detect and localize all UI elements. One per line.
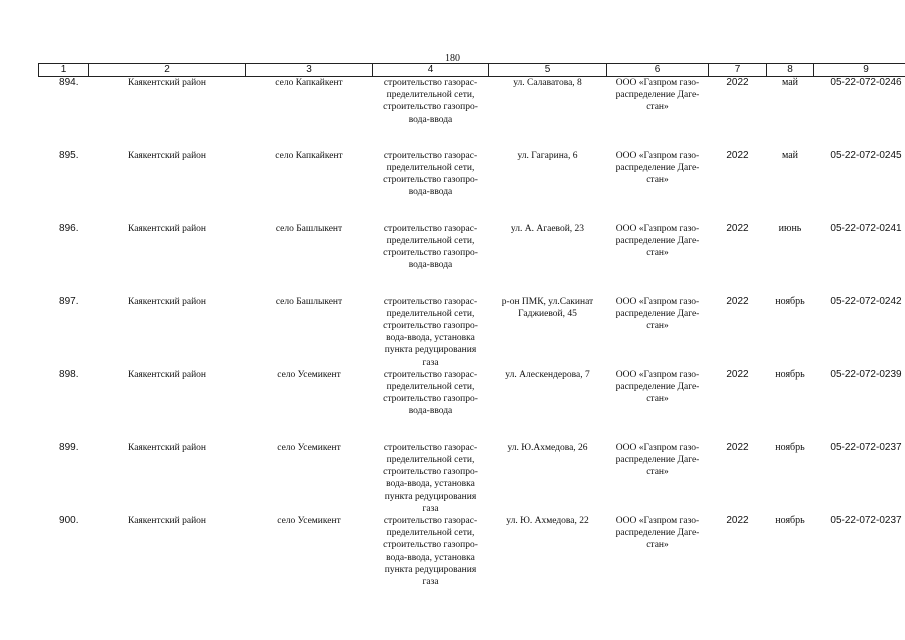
code-cell: 05-22-072-0241: [830, 222, 902, 234]
work-cell: строительство газорас- пределительной сети, строительство газопро- вода-ввода, установка пункта редуцирования газа: [383, 442, 478, 514]
organization-cell: ООО «Газпром газо- распределение Даге- стан»: [615, 369, 700, 405]
page-number: 180: [445, 53, 460, 64]
row-number: 895.: [59, 149, 79, 161]
month-cell: май: [781, 77, 799, 88]
organization-cell: ООО «Газпром газо- распределение Даге- стан»: [615, 223, 700, 258]
month-cell: ноябрь: [775, 514, 805, 526]
work-cell: строительство газорас- пределительной сети, строительство газопро- вода-ввода: [383, 223, 478, 271]
column-header: 4: [373, 64, 489, 77]
row-number: 896.: [59, 222, 79, 234]
settlement-cell: село Усемикент: [277, 515, 341, 526]
month-cell: ноябрь: [775, 295, 805, 307]
year-cell: 2022: [726, 441, 749, 453]
district-cell: Каякентский район: [127, 223, 206, 234]
address-cell: ул. Гагарина, 6: [517, 150, 578, 161]
work-cell: строительство газорас- пределительной сети, строительство газопро- вода-ввода: [383, 369, 478, 417]
code-cell: 05-22-072-0242: [830, 295, 902, 307]
code-cell: 05-22-072-0237: [830, 441, 902, 453]
month-cell: ноябрь: [775, 441, 805, 453]
address-cell: ул. Ю.Ахмедова, 26: [507, 442, 588, 453]
column-number-row: [39, 64, 905, 77]
month-cell: май: [781, 149, 799, 161]
table-row: [39, 223, 905, 296]
year-cell: 2022: [726, 514, 749, 526]
address-cell: ул. Алескендерова, 7: [505, 369, 590, 380]
column-header: 1: [39, 64, 89, 77]
organization-cell: ООО «Газпром газо- распределение Даге- стан»: [615, 296, 700, 331]
settlement-cell: село Капкайкент: [275, 150, 343, 161]
code-cell: 05-22-072-0245: [830, 149, 902, 161]
year-cell: 2022: [726, 77, 749, 88]
district-cell: Каякентский район: [127, 78, 206, 88]
table-row: [39, 369, 905, 442]
year-cell: 2022: [726, 149, 749, 161]
row-number: 894.: [59, 77, 79, 88]
organization-cell: ООО «Газпром газо- распределение Даге- стан»: [615, 150, 700, 185]
settlement-cell: село Капкайкент: [275, 78, 343, 88]
work-cell: строительство газорас- пределительной сети, строительство газопро- вода-ввода, установка пункта редуцирования газа: [383, 296, 478, 368]
table-row: [39, 442, 905, 515]
column-header: 8: [767, 64, 814, 77]
settlement-cell: село Башлыкент: [275, 223, 343, 234]
code-cell: 05-22-072-0246: [830, 77, 902, 88]
work-cell: строительство газорас- пределительной сети, строительство газопро- вода-ввода: [383, 78, 478, 125]
organization-cell: ООО «Газпром газо- распределение Даге- стан»: [615, 442, 700, 478]
settlement-cell: село Усемикент: [277, 369, 341, 380]
organization-cell: ООО «Газпром газо- распределение Даге- стан»: [615, 515, 700, 551]
month-cell: ноябрь: [775, 368, 805, 380]
district-cell: Каякентский район: [127, 369, 206, 380]
district-cell: Каякентский район: [127, 150, 206, 161]
work-cell: строительство газорас- пределительной сети, строительство газопро- вода-ввода, установка пункта редуцирования газа: [383, 515, 478, 587]
table-row: [39, 150, 905, 223]
district-cell: Каякентский район: [127, 442, 206, 453]
district-cell: Каякентский район: [127, 515, 206, 526]
year-cell: 2022: [726, 368, 749, 380]
settlement-cell: село Усемикент: [277, 442, 341, 453]
row-number: 900.: [59, 514, 79, 526]
gasification-table: [38, 63, 905, 588]
month-cell: июнь: [778, 222, 802, 234]
address-cell: ул. Ю. Ахмедова, 22: [506, 515, 589, 526]
column-header: 6: [607, 64, 709, 77]
column-header: 3: [246, 64, 373, 77]
row-number: 899.: [59, 441, 79, 453]
table-row: [39, 515, 905, 588]
organization-cell: ООО «Газпром газо- распределение Даге- стан»: [615, 78, 700, 113]
address-cell: ул. Салаватова, 8: [513, 78, 582, 88]
address-cell: ул. А. Агаевой, 23: [510, 223, 585, 234]
column-header: 7: [709, 64, 767, 77]
column-header: 5: [489, 64, 607, 77]
year-cell: 2022: [726, 222, 749, 234]
column-header: 9: [814, 64, 905, 77]
year-cell: 2022: [726, 295, 749, 307]
district-cell: Каякентский район: [127, 296, 206, 307]
column-header: 2: [89, 64, 246, 77]
work-cell: строительство газорас- пределительной сети, строительство газопро- вода-ввода: [383, 150, 478, 198]
row-number: 898.: [59, 368, 79, 380]
code-cell: 05-22-072-0237: [830, 514, 902, 526]
table-row: [39, 296, 905, 369]
settlement-cell: село Башлыкент: [275, 296, 343, 307]
row-number: 897.: [59, 295, 79, 307]
address-cell: р-он ПМК, ул.Сакинат Гаджиевой, 45: [501, 296, 594, 319]
code-cell: 05-22-072-0239: [830, 368, 902, 380]
table-row: [39, 77, 905, 150]
